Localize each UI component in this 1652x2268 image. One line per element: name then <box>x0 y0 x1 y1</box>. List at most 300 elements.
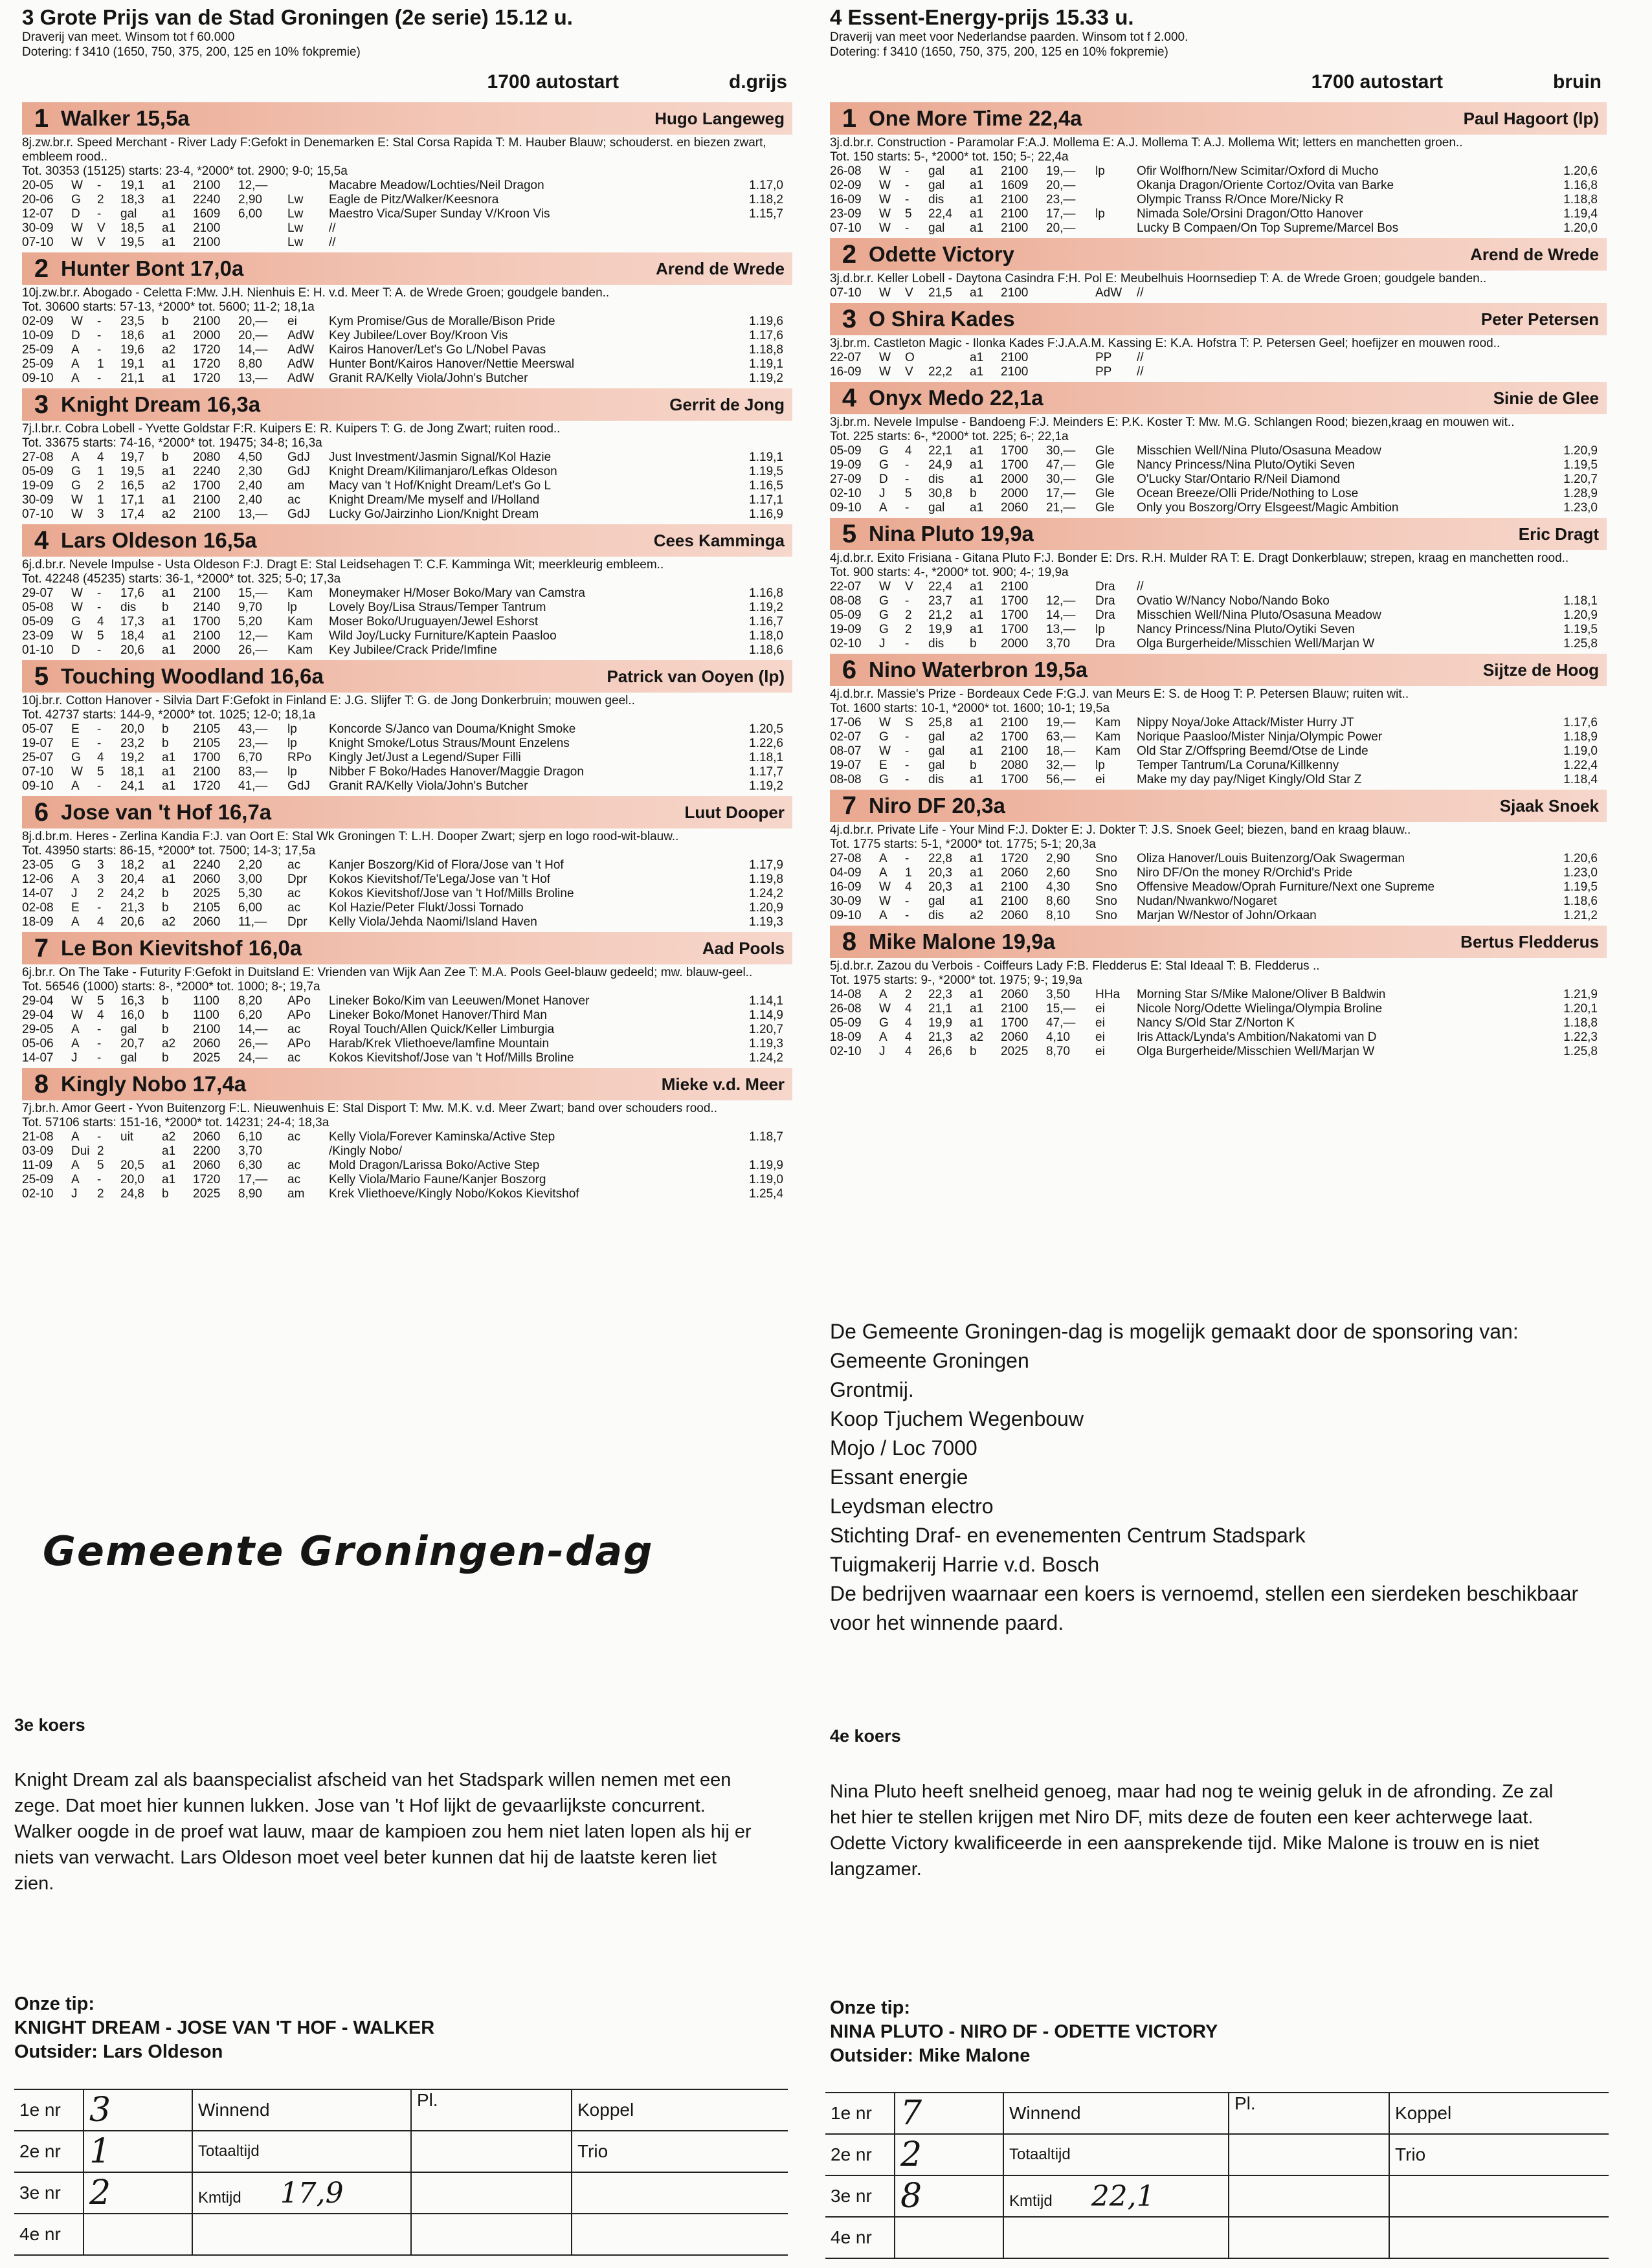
result-cell: // <box>1137 351 1144 364</box>
result-cell: G <box>879 594 889 608</box>
result-cell: a1 <box>970 852 984 865</box>
result-cell: 20,3 <box>928 866 952 880</box>
result-cell: 2,90 <box>238 193 262 206</box>
horse-results-table <box>22 1130 792 1201</box>
horse-header-bar <box>830 790 1607 822</box>
result-cell: a1 <box>162 858 176 872</box>
horse-number: 1 <box>34 104 49 133</box>
result-cell: 09-10 <box>830 501 862 515</box>
result-cell: PP <box>1095 365 1112 379</box>
result-cell: 8,80 <box>238 357 262 371</box>
result-cell: J <box>71 1051 78 1065</box>
result-row <box>22 887 792 901</box>
horse-header-bar <box>830 654 1607 686</box>
horse-entry <box>22 932 792 1065</box>
result-row <box>830 744 1607 759</box>
result-cell: 02-09 <box>830 179 862 192</box>
grid-label-4e: 4e nr <box>825 2217 895 2258</box>
result-cell: Misschien Well/Nina Pluto/Osasuna Meadow <box>1137 608 1381 622</box>
result-cell: 21,1 <box>120 372 144 385</box>
result-cell: 18-09 <box>22 915 54 929</box>
grid-kmtijd <box>192 2172 411 2214</box>
result-cell: 2100 <box>193 236 221 249</box>
result-cell: 1.19,2 <box>749 601 783 614</box>
result-cell: A <box>71 779 80 793</box>
result-cell: 1 <box>905 866 912 880</box>
result-cell: 19,2 <box>120 751 144 764</box>
koers3-tip-horses: KNIGHT DREAM - JOSE VAN 'T HOF - WALKER <box>14 2018 435 2038</box>
result-cell: 30,— <box>1046 472 1076 486</box>
result-cell: a1 <box>970 351 984 364</box>
result-cell: Krek Vliethoeve/Kingly Nobo/Kokos Kievitshof <box>329 1187 579 1201</box>
grid-trio: Trio <box>572 2131 788 2172</box>
result-cell: lp <box>287 765 297 779</box>
result-cell: 19,6 <box>120 343 144 357</box>
result-row <box>22 901 792 915</box>
grid-empty <box>411 2214 572 2255</box>
result-cell: Kam <box>1095 744 1121 758</box>
result-cell: 1.22,3 <box>1563 1030 1598 1044</box>
result-cell: ei <box>1095 1030 1105 1044</box>
result-cell: W <box>879 1002 891 1016</box>
horse-number: 7 <box>842 791 857 820</box>
result-cell: a1 <box>970 501 984 515</box>
result-cell: 18,5 <box>120 221 144 235</box>
result-cell: Old Star Z/Offspring Beemd/Otse de Linde <box>1137 744 1368 758</box>
result-row <box>22 1159 792 1173</box>
result-cell: 1.23,0 <box>1563 501 1598 515</box>
result-cell: dis <box>928 773 944 786</box>
result-cell: W <box>879 351 891 364</box>
horse-name: Mike Malone 19,9a <box>869 929 1055 953</box>
result-cell: 43,— <box>238 722 268 736</box>
result-cell: b <box>162 994 169 1008</box>
result-cell: a2 <box>162 507 176 521</box>
race4-column <box>830 0 1607 1634</box>
result-cell: 2060 <box>1001 909 1029 922</box>
result-cell: - <box>97 601 102 614</box>
result-cell: W <box>71 1008 83 1022</box>
result-cell: gal <box>120 207 137 221</box>
horse-number: 2 <box>34 254 49 283</box>
result-cell: 1720 <box>193 1173 221 1186</box>
result-cell: 17,4 <box>120 507 144 521</box>
horse-driver: Eric Dragt <box>1518 524 1599 544</box>
horse-header-bar <box>22 388 792 421</box>
result-cell: D <box>71 643 80 657</box>
result-cell: 1.25,8 <box>1563 1045 1598 1058</box>
horse-pedigree: 10j.br.r. Cotton Hanover - Silvia Dart F:Gefokt in Finland E: J.G. Slijfer T: G. de Jong Donkerbruin; mouwen geel.. <box>22 694 635 707</box>
result-cell: 19,1 <box>120 179 144 192</box>
result-cell: V <box>97 221 106 235</box>
result-cell: ac <box>287 1023 301 1036</box>
result-cell: 1.18,1 <box>1563 594 1598 608</box>
result-cell: 05-09 <box>22 615 54 628</box>
result-cell: a2 <box>162 915 176 929</box>
result-cell: 16,5 <box>120 479 144 493</box>
grid-koppel: Koppel <box>572 2089 788 2131</box>
result-cell: 08-07 <box>830 744 862 758</box>
result-cell: 2060 <box>193 1159 221 1172</box>
result-cell: 18,4 <box>120 629 144 643</box>
result-cell <box>287 179 329 193</box>
horse-totals: Tot. 30353 (15125) starts: 23-4, *2000* tot. 2900; 9-0; 15,5a <box>22 164 348 178</box>
result-cell: - <box>905 458 910 472</box>
result-cell: A <box>71 1023 80 1036</box>
result-cell: a1 <box>162 493 176 507</box>
result-cell: 2100 <box>193 629 221 643</box>
result-cell <box>1046 580 1095 594</box>
horse-pedigree: 7j.br.h. Amor Geert - Yvon Buitenzorg F:L. Nieuwenhuis E: Stal Disport T: Mw. M.K. v.d. Meer Zwart; band over schouders rood.. <box>22 1102 717 1115</box>
result-row <box>22 465 792 479</box>
result-cell: 03-09 <box>22 1144 54 1158</box>
result-cell: 1.20,5 <box>749 722 783 736</box>
horse-pedigree: 8j.d.br.m. Heres - Zerlina Kandia F:J. van Oort E: Stal Wk Groningen T: L.H. Dooper Zwart; sjerp en logo rood-wit-blauw.. <box>22 830 679 843</box>
result-cell: W <box>71 493 83 507</box>
result-cell: 23,7 <box>928 594 952 608</box>
result-cell: W <box>71 601 83 614</box>
handwritten-number: 8 <box>895 2175 1003 2217</box>
race3-start: 1700 autostart <box>487 71 619 93</box>
result-cell: a1 <box>970 988 984 1001</box>
result-cell: b <box>970 637 977 650</box>
result-cell: 20,3 <box>928 880 952 894</box>
result-row <box>830 580 1607 594</box>
horse-driver: Aad Pools <box>702 938 785 958</box>
result-cell: a2 <box>162 1037 176 1051</box>
result-cell <box>238 221 287 236</box>
result-cell: - <box>97 1037 102 1051</box>
result-cell: 04-09 <box>830 866 862 880</box>
result-cell: 14,— <box>1046 608 1076 622</box>
result-cell <box>1391 286 1607 300</box>
result-cell: Lucky Go/Jairzinho Lion/Knight Dream <box>329 507 539 521</box>
result-cell: 02-10 <box>830 487 862 500</box>
sponsor-item: Essant energie <box>830 1465 968 1489</box>
result-cell: a2 <box>970 730 984 744</box>
result-cell: 1.16,7 <box>749 615 783 628</box>
result-cell: 3 <box>97 858 104 872</box>
result-row <box>830 866 1607 880</box>
horse-pedigree: 10j.zw.br.r. Abogado - Celetta F:Mw. J.H. Nienhuis E: H. v.d. Meer T: A. de Wrede Groen; goudgele banden.. <box>22 286 610 300</box>
result-cell: Kelly Viola/Mario Faune/Kanjer Boszorg <box>329 1173 546 1186</box>
result-cell: W <box>879 179 891 192</box>
koers3-text: Knight Dream zal als baanspecialist afscheid van het Stadspark willen nemen met een zege. Dat moet hier kunnen lukken. Jose van 't Hof lijkt de gevaarlijkste concurrent. Walker oogde in de proef wat lauw, maar de kampioen zou hem niet laten lopen als hij er niets van verwacht. Lars Oldeson moet veel beter kunnen dat hij de laatste keren liet zien. <box>14 1770 752 1894</box>
result-cell: Dra <box>1095 580 1115 594</box>
result-cell: ac <box>287 858 301 872</box>
result-cell: 20,6 <box>120 643 144 657</box>
koers3-outsider: Outsider: Lars Oldeson <box>14 2041 223 2062</box>
result-cell: Kam <box>287 615 313 628</box>
result-cell: 22,4 <box>928 207 952 221</box>
result-cell: 21,— <box>1046 501 1076 515</box>
result-cell: A <box>71 357 80 371</box>
grid-empty <box>411 2131 572 2172</box>
result-cell: - <box>905 895 910 908</box>
result-cell: 08-08 <box>830 594 862 608</box>
result-cell: 1.18,0 <box>749 629 783 643</box>
result-cell: b <box>970 1045 977 1058</box>
result-cell: 2080 <box>193 450 221 464</box>
result-cell: 2,40 <box>238 479 262 493</box>
result-cell: AdW <box>287 357 315 371</box>
result-cell: 1.16,9 <box>749 507 783 521</box>
result-cell: - <box>905 193 910 206</box>
result-cell: 6,30 <box>238 1159 262 1172</box>
horse-name: Nina Pluto 19,9a <box>869 522 1034 546</box>
horse-results-table <box>830 286 1607 300</box>
race4-color: bruin <box>1553 71 1602 93</box>
result-cell: 4,50 <box>238 450 262 464</box>
result-cell: 1.25,4 <box>749 1187 783 1201</box>
result-cell: 1700 <box>193 615 221 628</box>
result-cell: 22,8 <box>928 852 952 865</box>
result-cell: - <box>905 179 910 192</box>
result-cell: 09-10 <box>22 372 54 385</box>
result-cell: Kokos Kievitshof/Jose van 't Hof/Mills Broline <box>329 1051 574 1065</box>
result-cell: W <box>71 586 83 600</box>
horse-header-bar <box>830 926 1607 958</box>
result-cell: 5 <box>97 629 104 643</box>
result-cell: a1 <box>162 779 176 793</box>
grid-kmtijd-label: Kmtijd <box>198 2188 241 2207</box>
result-cell: A <box>71 915 80 929</box>
result-cell: G <box>879 1016 889 1030</box>
result-cell: A <box>71 1130 80 1144</box>
koers3-bet-grid <box>14 2089 788 2256</box>
result-cell: 22-07 <box>830 351 862 364</box>
result-row <box>830 1002 1607 1016</box>
result-cell: Sno <box>1095 866 1117 880</box>
result-cell: a1 <box>162 873 176 886</box>
race4-horse-list <box>830 102 1607 1059</box>
result-cell: Kokos Kievitshof/Te'Lega/Jose van 't Hof <box>329 873 551 886</box>
result-cell: - <box>905 637 910 650</box>
result-cell: Knight Smoke/Lotus Straus/Mount Enzelens <box>329 737 570 750</box>
result-cell: Misschien Well/Nina Pluto/Osasuna Meadow <box>1137 444 1381 458</box>
result-cell: 24,— <box>238 1051 268 1065</box>
result-cell: 07-10 <box>22 236 54 249</box>
result-cell: GdJ <box>287 507 310 521</box>
result-cell: 16,0 <box>120 1008 144 1022</box>
result-cell: 17,6 <box>120 586 144 600</box>
result-cell: a1 <box>970 472 984 486</box>
result-cell: 2100 <box>1001 286 1029 300</box>
horse-header-bar <box>830 518 1607 550</box>
result-cell: b <box>162 1023 169 1036</box>
koers4-tip-horses: NINA PLUTO - NIRO DF - ODETTE VICTORY <box>830 2021 1218 2042</box>
horse-totals: Tot. 225 starts: 6-, *2000* tot. 225; 6-; 22,1a <box>830 430 1069 443</box>
koers4-tip <box>830 1996 1218 2068</box>
race4-title: 4 Essent-Energy-prijs 15.33 u. <box>830 5 1134 29</box>
result-cell: Kanjer Boszorg/Kid of Flora/Jose van 't Hof <box>329 858 564 872</box>
result-cell: dis <box>928 472 944 486</box>
result-cell: Gle <box>1095 472 1115 486</box>
result-cell: // <box>329 236 336 249</box>
result-cell: 23-09 <box>22 629 54 643</box>
koers4-bet-grid <box>825 2092 1609 2259</box>
result-cell: 1.19,1 <box>749 357 783 371</box>
result-cell: - <box>905 164 910 178</box>
horse-totals: Tot. 43950 starts: 86-15, *2000* tot. 7500; 14-3; 17,5a <box>22 844 316 858</box>
result-cell: 2100 <box>1001 207 1029 221</box>
result-cell: 5,20 <box>238 615 262 628</box>
result-cell: - <box>905 501 910 515</box>
result-row <box>22 751 792 765</box>
result-cell: Kam <box>1095 730 1121 744</box>
result-cell: ei <box>287 315 297 328</box>
result-cell: 2025 <box>1001 1045 1029 1058</box>
horse-number: 5 <box>34 662 49 691</box>
result-cell: 17,1 <box>120 493 144 507</box>
result-cell: a1 <box>970 1016 984 1030</box>
result-cell: 25-09 <box>22 343 54 357</box>
result-row <box>22 372 792 386</box>
result-cell: 07-10 <box>830 221 862 235</box>
horse-number: 2 <box>842 239 857 269</box>
result-cell: ac <box>287 887 301 900</box>
horse-header-bar <box>830 102 1607 135</box>
result-row <box>22 629 792 643</box>
result-cell: 16-09 <box>830 880 862 894</box>
result-cell: lp <box>1095 164 1105 178</box>
result-cell: a1 <box>970 895 984 908</box>
result-cell: lp <box>287 737 297 750</box>
result-cell: 20,7 <box>120 1037 144 1051</box>
result-cell: ei <box>1095 773 1105 786</box>
result-cell: 18,1 <box>120 765 144 779</box>
result-cell <box>1391 351 1607 365</box>
horse-totals: Tot. 33675 starts: 74-16, *2000* tot. 19475; 34-8; 16,3a <box>22 436 322 450</box>
horse-header-bar <box>22 796 792 828</box>
result-cell: - <box>97 372 102 385</box>
result-cell: 2,40 <box>238 493 262 507</box>
result-cell: 1.18,2 <box>749 193 783 206</box>
result-cell: - <box>97 586 102 600</box>
result-cell: 1.20,6 <box>1563 164 1598 178</box>
horse-header-bar <box>830 382 1607 414</box>
horse-driver: Sijtze de Hoog <box>1482 660 1599 680</box>
result-cell: 19,9 <box>928 623 952 636</box>
result-cell: - <box>905 909 910 922</box>
sponsor-text <box>830 1317 1607 1638</box>
result-row <box>22 221 792 236</box>
result-cell: 1.19,0 <box>749 1173 783 1186</box>
result-cell: a2 <box>162 479 176 493</box>
result-cell: 05-07 <box>22 722 54 736</box>
result-cell <box>725 1144 792 1159</box>
result-cell: Knight Dream/Me myself and I/Holland <box>329 493 540 507</box>
result-cell <box>1095 193 1137 207</box>
result-cell: Dui <box>71 1144 90 1158</box>
result-cell: G <box>71 465 81 478</box>
horse-header-bar <box>22 660 792 693</box>
result-row <box>22 479 792 493</box>
result-cell: 8,90 <box>238 1187 262 1201</box>
race3-subtitle: Draverij van meet. Winsom tot f 60.000 <box>22 30 235 44</box>
horse-driver: Patrick van Ooyen (lp) <box>607 666 785 686</box>
result-cell: 30,8 <box>928 487 952 500</box>
koers3-tip-label: Onze tip: <box>14 1994 95 2014</box>
horse-number: 6 <box>34 797 49 827</box>
result-cell: 32,— <box>1046 759 1076 772</box>
result-cell: gal <box>120 1051 137 1065</box>
grid-empty <box>572 2214 788 2255</box>
horse-totals: Tot. 1775 starts: 5-1, *2000* tot. 1775; 5-1; 20,3a <box>830 838 1096 851</box>
result-cell: 16-09 <box>830 365 862 379</box>
result-cell: 2060 <box>1001 501 1029 515</box>
result-cell: 4 <box>905 1002 912 1016</box>
result-cell: a1 <box>970 207 984 221</box>
horse-pedigree: 4j.d.br.r. Exito Frisiana - Gitana Pluto F:J. Bonder E: Drs. R.H. Mulder RA T: E. Dragt Donkerblauw; strepen, kraag en manchetten rood.. <box>830 551 1569 565</box>
result-cell: a2 <box>162 343 176 357</box>
result-cell: a1 <box>970 221 984 235</box>
result-cell: 2240 <box>193 858 221 872</box>
result-cell: 1700 <box>1001 623 1029 636</box>
horse-name: Nino Waterbron 19,5a <box>869 658 1088 682</box>
horse-driver: Peter Petersen <box>1480 309 1599 329</box>
result-cell: W <box>879 716 891 729</box>
result-cell: 2100 <box>1001 895 1029 908</box>
result-cell: 19,9 <box>928 1016 952 1030</box>
result-cell: 19,5 <box>120 236 144 249</box>
result-cell: a1 <box>162 465 176 478</box>
horse-driver: Paul Hagoort (lp) <box>1463 108 1599 128</box>
result-row <box>830 895 1607 909</box>
horse-header-bar <box>22 102 792 135</box>
horse-pedigree: 4j.d.br.r. Private Life - Your Mind F:J. Dokter E: J. Dokter T: J.S. Snoek Geel; biezen, band en kraag blauw.. <box>830 823 1411 837</box>
race4-start: 1700 autostart <box>1311 71 1443 93</box>
result-cell: A <box>71 343 80 357</box>
horse-driver: Arend de Wrede <box>656 258 785 278</box>
result-cell: 1.19,2 <box>749 372 783 385</box>
result-cell: 17,— <box>1046 207 1076 221</box>
result-cell: 20-05 <box>22 179 54 192</box>
horse-results-table <box>22 179 792 250</box>
result-cell: a1 <box>162 207 176 221</box>
result-cell: Moneymaker H/Moser Boko/Mary van Camstra <box>329 586 585 600</box>
grid-empty <box>895 2217 1003 2258</box>
result-cell: gal <box>928 164 945 178</box>
race4-dotering: Dotering: f 3410 (1650, 750, 375, 200, 125 en 10% fokpremie) <box>830 45 1168 59</box>
result-cell: 1.20,9 <box>1563 608 1598 622</box>
result-row <box>22 236 792 250</box>
result-cell: Sno <box>1095 909 1117 922</box>
result-cell: 13,— <box>238 372 268 385</box>
result-cell: G <box>879 623 889 636</box>
horse-driver: Sjaak Snoek <box>1499 795 1599 816</box>
result-cell: a1 <box>970 716 984 729</box>
result-cell: 2100 <box>1001 880 1029 894</box>
race3-horse-list <box>22 102 792 1201</box>
result-cell: 3,00 <box>238 873 262 886</box>
result-cell: a1 <box>162 372 176 385</box>
horse-header-bar <box>22 1068 792 1100</box>
result-cell <box>718 236 793 250</box>
result-cell: 19,— <box>1046 716 1076 729</box>
horse-totals: Tot. 42248 (45235) starts: 36-1, *2000* tot. 325; 5-0; 17,3a <box>22 572 341 586</box>
horse-number: 4 <box>842 383 857 412</box>
result-cell: b <box>162 1051 169 1065</box>
result-cell: 1 <box>97 357 104 371</box>
result-cell: dis <box>928 637 944 650</box>
result-cell: 19-07 <box>830 759 862 772</box>
result-cell: 29-05 <box>22 1023 54 1036</box>
result-cell: Key Jubilee/Crack Pride/Imfine <box>329 643 497 657</box>
result-row <box>830 458 1607 472</box>
result-cell: a1 <box>970 623 984 636</box>
result-cell <box>1095 221 1137 236</box>
